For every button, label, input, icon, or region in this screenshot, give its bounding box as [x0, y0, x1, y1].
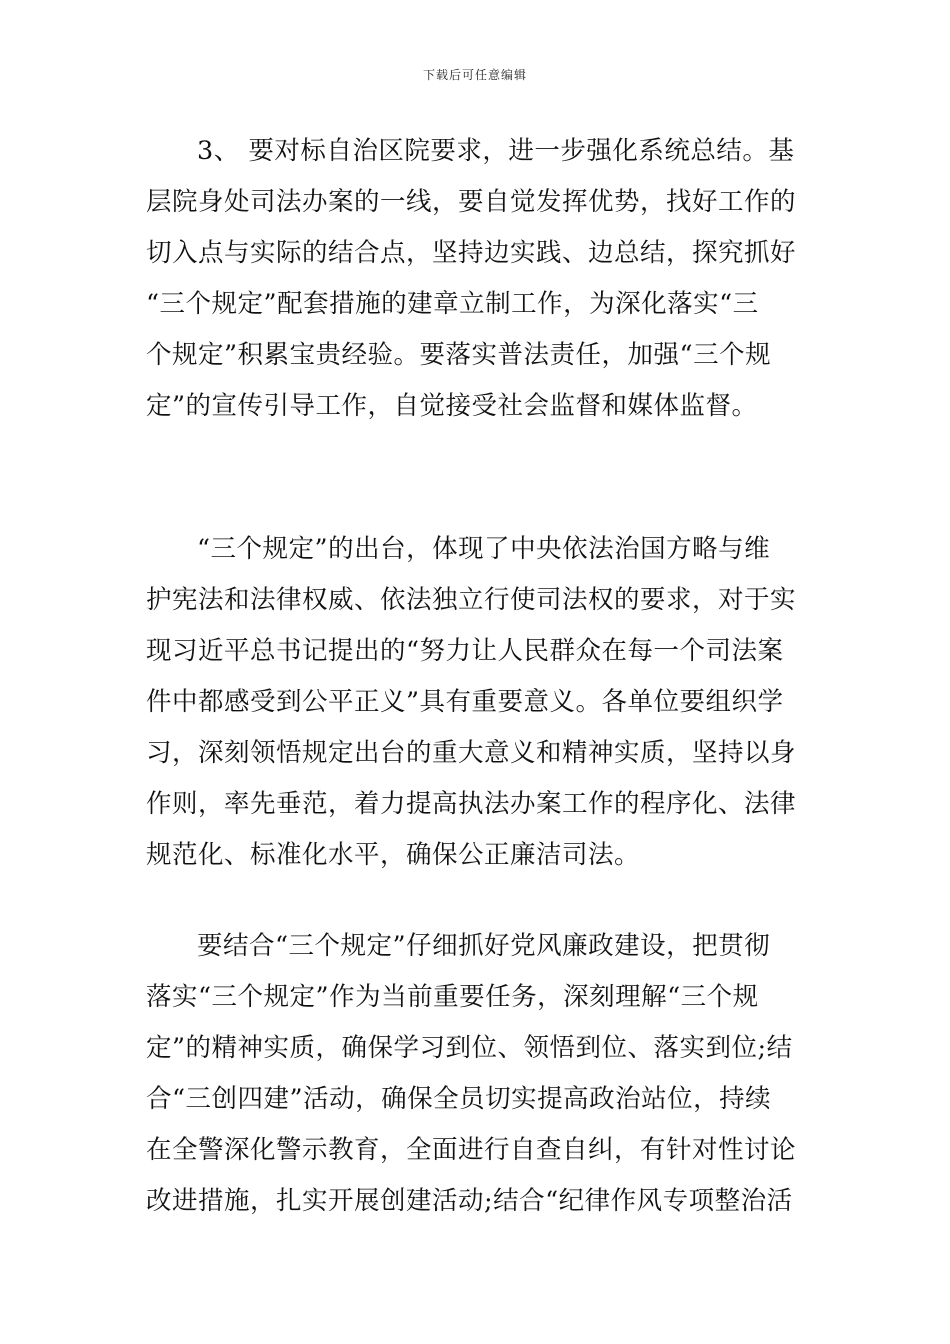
paragraph-line: 合“三创四建”活动，确保全员切实提高政治站位，持续 — [146, 1084, 772, 1114]
paragraph-line: 在全警深化警示教育，全面进行自查自纠，有针对性讨论 — [146, 1135, 797, 1165]
paragraph-line: 习，深刻领悟规定出台的重大意义和精神实质，坚持以身 — [146, 738, 797, 768]
paragraph-1 — [146, 126, 806, 432]
paragraph-line: 护宪法和法律权威、依法独立行使司法权的要求，对于实 — [146, 585, 797, 615]
paragraph-line: 落实“三个规定”作为当前重要任务，深刻理解“三个规 — [146, 982, 759, 1012]
paragraph-line: 要结合“三个规定”仔细抓好党风廉政建设，把贯彻 — [197, 931, 771, 961]
paragraph-line: “三个规定”的出台，体现了中央依法治国方略与维 — [197, 534, 771, 564]
header-note: 下载后可任意编辑 — [422, 68, 527, 82]
paragraph-line: “三个规定”配套措施的建章立制工作，为深化落实“三 — [146, 289, 759, 319]
paragraph-line: 个规定”积累宝贵经验。要落实普法责任，加强“三个规 — [146, 340, 772, 370]
paragraph-line: 3、 要对标自治区院要求，进一步强化系统总结。基 — [197, 136, 795, 166]
paragraph-line: 层院身处司法办案的一线，要自觉发挥优势，找好工作的 — [146, 187, 797, 217]
paragraph-line: 作则，率先垂范，着力提高执法办案工作的程序化、法律 — [146, 789, 797, 819]
paragraph-3 — [146, 921, 806, 1227]
paragraph-2 — [146, 524, 806, 881]
paragraph-line: 现习近平总书记提出的“努力让人民群众在每一个司法案 — [146, 636, 784, 666]
paragraph-line: 切入点与实际的结合点，坚持边实践、边总结，探究抓好 — [146, 238, 797, 268]
paragraph-line: 件中都感受到公平正义”具有重要意义。各单位要组织学 — [146, 687, 784, 717]
paragraph-line: 改进措施，扎实开展创建活动;结合“纪律作风专项整治活 — [146, 1186, 793, 1216]
paragraph-line: 规范化、标准化水平，确保公正廉洁司法。 — [146, 840, 641, 870]
paragraph-line: 定”的精神实质，确保学习到位、领悟到位、落实到位;结 — [146, 1033, 793, 1063]
paragraph-line: 定”的宣传引导工作，自觉接受社会监督和媒体监督。 — [146, 391, 758, 421]
